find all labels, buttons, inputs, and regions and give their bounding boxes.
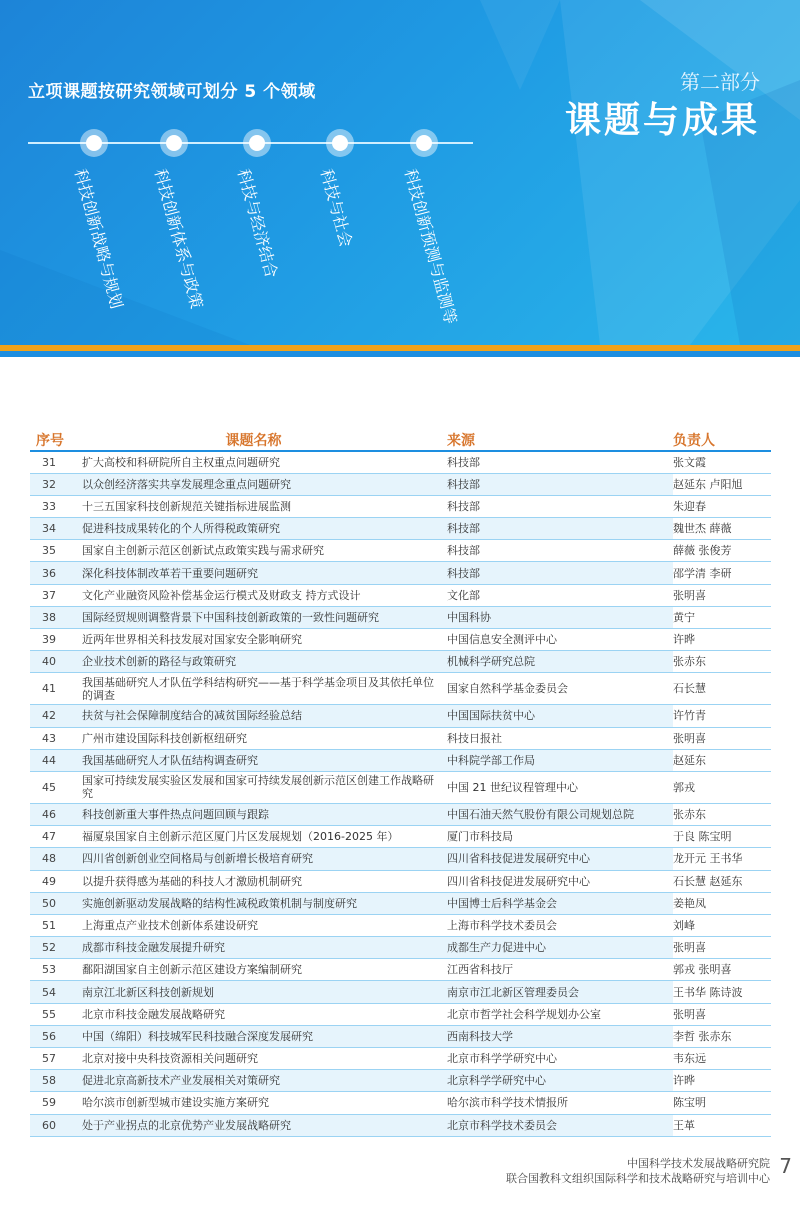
row-lead: 赵延东 xyxy=(673,749,771,771)
table-row xyxy=(30,826,771,848)
row-source: 南京市江北新区管理委员会 xyxy=(437,981,673,1003)
table-row xyxy=(30,1048,771,1070)
header-source: 来源 xyxy=(437,430,673,451)
row-lead: 石长慧 xyxy=(673,673,771,705)
table-row xyxy=(30,870,771,892)
row-no: 50 xyxy=(30,892,70,914)
row-source: 科技部 xyxy=(437,562,673,584)
row-source: 北京市科学学研究中心 xyxy=(437,1048,673,1070)
table-row xyxy=(30,959,771,981)
timeline-node-5 xyxy=(410,129,438,157)
row-lead: 张文霞 xyxy=(673,451,771,473)
row-no: 38 xyxy=(30,606,70,628)
row-title: 北京市科技金融发展战略研究 xyxy=(70,1003,437,1025)
row-no: 32 xyxy=(30,473,70,495)
part-title: 课题与成果 xyxy=(564,99,760,141)
row-lead: 张明喜 xyxy=(673,1003,771,1025)
footer-org-2: 联合国教科文组织国际科学和技术战略研究与培训中心 xyxy=(506,1172,770,1185)
row-lead: 张明喜 xyxy=(673,727,771,749)
table-row xyxy=(30,1114,771,1136)
row-lead: 薛薇 张俊芳 xyxy=(673,540,771,562)
row-no: 45 xyxy=(30,771,70,803)
domain-label-1: 科技创新战略与规划 xyxy=(70,166,127,311)
row-source: 北京市哲学社会科学规划办公室 xyxy=(437,1003,673,1025)
table-row xyxy=(30,673,771,705)
row-no: 54 xyxy=(30,981,70,1003)
row-source: 西南科技大学 xyxy=(437,1025,673,1047)
row-title: 实施创新驱动发展战略的结构性减税政策机制与制度研究 xyxy=(70,892,437,914)
domain-label-3: 科技与经济结合 xyxy=(233,166,282,280)
row-source: 中国博士后科学基金会 xyxy=(437,892,673,914)
table-row xyxy=(30,771,771,803)
row-no: 37 xyxy=(30,584,70,606)
row-title: 扩大高校和科研院所自主权重点问题研究 xyxy=(70,451,437,473)
row-source: 北京科学学研究中心 xyxy=(437,1070,673,1092)
row-source: 北京市科学技术委员会 xyxy=(437,1114,673,1136)
row-source: 科技部 xyxy=(437,473,673,495)
header-title: 课题名称 xyxy=(70,430,437,451)
row-title: 国家自主创新示范区创新试点政策实践与需求研究 xyxy=(70,540,437,562)
row-no: 58 xyxy=(30,1070,70,1092)
row-source: 中国石油天然气股份有限公司规划总院 xyxy=(437,803,673,825)
row-no: 57 xyxy=(30,1048,70,1070)
row-no: 59 xyxy=(30,1092,70,1114)
row-lead: 王革 xyxy=(673,1114,771,1136)
timeline-node-4 xyxy=(326,129,354,157)
row-title: 科技创新重大事件热点问题回顾与跟踪 xyxy=(70,803,437,825)
table-row xyxy=(30,451,771,473)
row-lead: 张明喜 xyxy=(673,937,771,959)
row-title: 以提升获得感为基础的科技人才激励机制研究 xyxy=(70,870,437,892)
row-no: 33 xyxy=(30,495,70,517)
row-no: 55 xyxy=(30,1003,70,1025)
row-lead: 邵学清 李研 xyxy=(673,562,771,584)
row-lead: 姜艳凤 xyxy=(673,892,771,914)
row-title: 上海重点产业技术创新体系建设研究 xyxy=(70,914,437,936)
row-source: 中国 21 世纪议程管理中心 xyxy=(437,771,673,803)
row-lead: 张明喜 xyxy=(673,584,771,606)
row-source: 成都生产力促进中心 xyxy=(437,937,673,959)
table-row xyxy=(30,848,771,870)
row-title: 鄱阳湖国家自主创新示范区建设方案编制研究 xyxy=(70,959,437,981)
header-no: 序号 xyxy=(30,430,70,451)
row-lead: 龙开元 王书华 xyxy=(673,848,771,870)
table-row xyxy=(30,606,771,628)
row-title: 成都市科技金融发展提升研究 xyxy=(70,937,437,959)
row-no: 47 xyxy=(30,826,70,848)
table-row xyxy=(30,1025,771,1047)
row-lead: 郭戎 张明喜 xyxy=(673,959,771,981)
row-source: 哈尔滨市科学技术情报所 xyxy=(437,1092,673,1114)
row-title: 以众创经济落实共享发展理念重点问题研究 xyxy=(70,473,437,495)
table-row xyxy=(30,937,771,959)
row-no: 46 xyxy=(30,803,70,825)
row-source: 中科院学部工作局 xyxy=(437,749,673,771)
row-lead: 郭戎 xyxy=(673,771,771,803)
domain-label-4: 科技与社会 xyxy=(316,166,356,249)
blue-stripe xyxy=(0,351,800,357)
row-no: 41 xyxy=(30,673,70,705)
timeline-node-3 xyxy=(243,129,271,157)
row-no: 40 xyxy=(30,651,70,673)
table-header-row xyxy=(30,430,771,451)
row-source: 四川省科技促进发展研究中心 xyxy=(437,870,673,892)
row-lead: 朱迎春 xyxy=(673,495,771,517)
table-row xyxy=(30,749,771,771)
table-row xyxy=(30,892,771,914)
timeline-node-2 xyxy=(160,129,188,157)
row-title: 广州市建设国际科技创新枢纽研究 xyxy=(70,727,437,749)
row-title: 企业技术创新的路径与政策研究 xyxy=(70,651,437,673)
row-title: 我国基础研究人才队伍学科结构研究——基于科学基金项目及其依托单位的调查 xyxy=(70,673,437,705)
row-source: 科技部 xyxy=(437,495,673,517)
row-no: 36 xyxy=(30,562,70,584)
table-row xyxy=(30,518,771,540)
row-title: 南京江北新区科技创新规划 xyxy=(70,981,437,1003)
table-row xyxy=(30,981,771,1003)
row-title: 十三五国家科技创新规范关键指标进展监测 xyxy=(70,495,437,517)
timeline-node-1 xyxy=(80,129,108,157)
row-lead: 许晔 xyxy=(673,1070,771,1092)
row-lead: 刘峰 xyxy=(673,914,771,936)
row-no: 49 xyxy=(30,870,70,892)
row-title: 哈尔滨市创新型城市建设实施方案研究 xyxy=(70,1092,437,1114)
row-source: 科技部 xyxy=(437,451,673,473)
row-title: 促进北京高新技术产业发展相关对策研究 xyxy=(70,1070,437,1092)
row-title: 我国基础研究人才队伍结构调查研究 xyxy=(70,749,437,771)
row-no: 53 xyxy=(30,959,70,981)
row-no: 35 xyxy=(30,540,70,562)
row-lead: 许竹青 xyxy=(673,705,771,727)
row-source: 机械科学研究总院 xyxy=(437,651,673,673)
row-title: 国际经贸规则调整背景下中国科技创新政策的一致性问题研究 xyxy=(70,606,437,628)
row-title: 扶贫与社会保障制度结合的减贫国际经验总结 xyxy=(70,705,437,727)
row-source: 江西省科技厅 xyxy=(437,959,673,981)
row-source: 科技部 xyxy=(437,518,673,540)
header-lead: 负责人 xyxy=(673,430,771,451)
row-source: 中国国际扶贫中心 xyxy=(437,705,673,727)
footer xyxy=(506,1156,770,1186)
table-row xyxy=(30,562,771,584)
row-lead: 张赤东 xyxy=(673,803,771,825)
row-lead: 于良 陈宝明 xyxy=(673,826,771,848)
row-lead: 王书华 陈诗波 xyxy=(673,981,771,1003)
row-title: 处于产业拐点的北京优势产业发展战略研究 xyxy=(70,1114,437,1136)
table-row xyxy=(30,1003,771,1025)
row-source: 中国信息安全测评中心 xyxy=(437,629,673,651)
row-no: 43 xyxy=(30,727,70,749)
table-row xyxy=(30,540,771,562)
row-title: 促进科技成果转化的个人所得税政策研究 xyxy=(70,518,437,540)
row-source: 科技日报社 xyxy=(437,727,673,749)
row-lead: 李哲 张赤东 xyxy=(673,1025,771,1047)
table-row xyxy=(30,705,771,727)
row-lead: 许晔 xyxy=(673,629,771,651)
row-no: 60 xyxy=(30,1114,70,1136)
row-no: 39 xyxy=(30,629,70,651)
row-no: 42 xyxy=(30,705,70,727)
table-row xyxy=(30,629,771,651)
row-lead: 黄宁 xyxy=(673,606,771,628)
row-no: 52 xyxy=(30,937,70,959)
row-no: 48 xyxy=(30,848,70,870)
row-lead: 魏世杰 薛薇 xyxy=(673,518,771,540)
page-number: 7 xyxy=(779,1154,792,1178)
row-source: 国家自然科学基金委员会 xyxy=(437,673,673,705)
footer-org-1: 中国科学技术发展战略研究院 xyxy=(627,1157,770,1170)
row-title: 中国（绵阳）科技城军民科技融合深度发展研究 xyxy=(70,1025,437,1047)
row-lead: 陈宝明 xyxy=(673,1092,771,1114)
row-title: 深化科技体制改革若干重要问题研究 xyxy=(70,562,437,584)
header-banner xyxy=(0,0,800,345)
table-row xyxy=(30,584,771,606)
row-lead: 石长慧 赵延东 xyxy=(673,870,771,892)
table-row xyxy=(30,1092,771,1114)
row-no: 31 xyxy=(30,451,70,473)
row-title: 北京对接中央科技资源相关问题研究 xyxy=(70,1048,437,1070)
projects-table xyxy=(30,430,771,1137)
row-source: 科技部 xyxy=(437,540,673,562)
row-source: 四川省科技促进发展研究中心 xyxy=(437,848,673,870)
part-label: 第二部分 xyxy=(680,70,760,94)
row-title: 近两年世界相关科技发展对国家安全影响研究 xyxy=(70,629,437,651)
table-row xyxy=(30,727,771,749)
row-no: 34 xyxy=(30,518,70,540)
row-title: 国家可持续发展实验区发展和国家可持续发展创新示范区创建工作战略研究 xyxy=(70,771,437,803)
domain-label-5: 科技创新预测与监测等 xyxy=(400,166,461,327)
row-title: 福厦泉国家自主创新示范区厦门片区发展规划（2016-2025 年） xyxy=(70,826,437,848)
row-no: 51 xyxy=(30,914,70,936)
row-source: 中国科协 xyxy=(437,606,673,628)
row-source: 厦门市科技局 xyxy=(437,826,673,848)
domain-label-2: 科技创新体系与政策 xyxy=(150,166,207,311)
table-row xyxy=(30,914,771,936)
table-row xyxy=(30,473,771,495)
row-title: 四川省创新创业空间格局与创新增长极培育研究 xyxy=(70,848,437,870)
row-source: 文化部 xyxy=(437,584,673,606)
row-lead: 张赤东 xyxy=(673,651,771,673)
table-row xyxy=(30,803,771,825)
row-lead: 韦东远 xyxy=(673,1048,771,1070)
table-row xyxy=(30,495,771,517)
row-lead: 赵延东 卢阳旭 xyxy=(673,473,771,495)
row-source: 上海市科学技术委员会 xyxy=(437,914,673,936)
domains-intro: 立项课题按研究领域可划分 5 个领域 xyxy=(28,82,316,102)
table-row xyxy=(30,651,771,673)
row-no: 44 xyxy=(30,749,70,771)
table-row xyxy=(30,1070,771,1092)
row-title: 文化产业融资风险补偿基金运行模式及财政支 持方式设计 xyxy=(70,584,437,606)
row-no: 56 xyxy=(30,1025,70,1047)
